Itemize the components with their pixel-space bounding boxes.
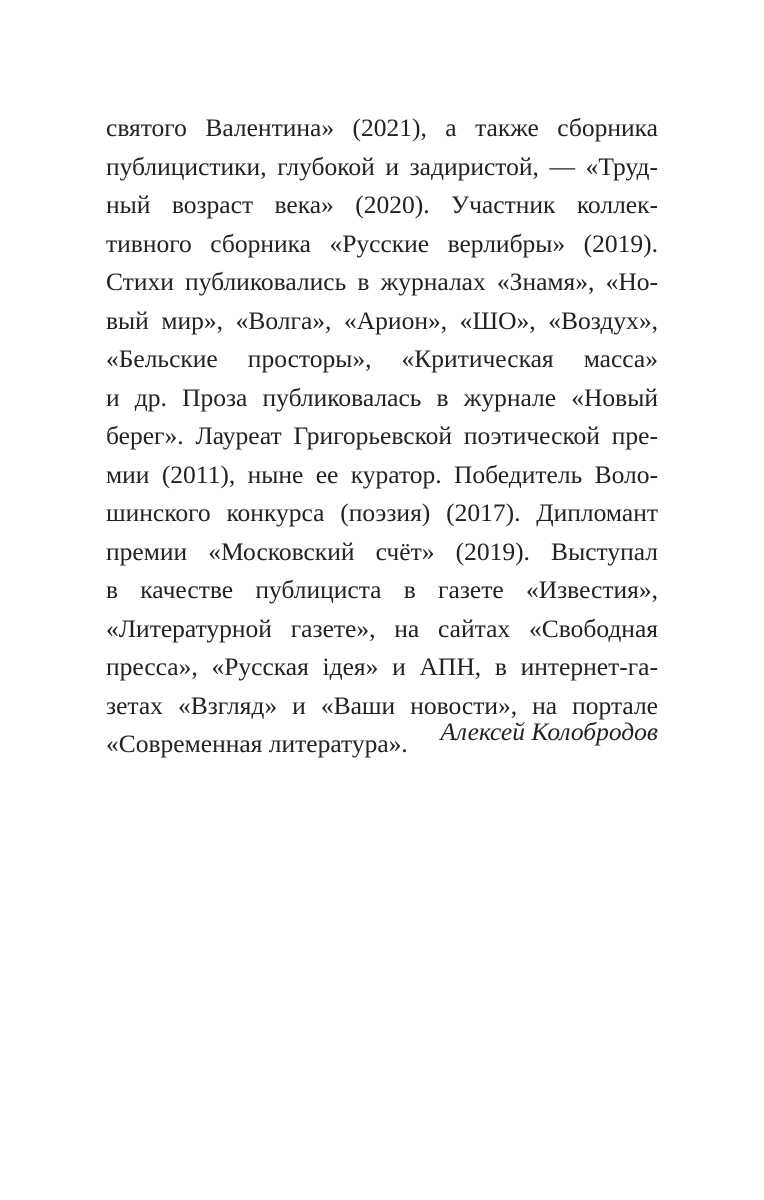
text-line: берег». Лауреат Григорьевской поэтической пре- [106,421,658,450]
text-line: тивного сборника «Русские верлибры» (2019). [106,228,658,258]
bio-paragraph [106,109,658,764]
text-line: Стихи публиковались в журналах «Знамя», «Но- [106,267,658,296]
text-line: шинского конкурса (поэзия) (2017). Дипломант [106,498,658,527]
text-line: публицистики, глубокой и задиристой, — «Труд- [106,151,658,181]
text-line: премии «Московский счёт» (2019). Выступал [106,536,658,566]
text-line: вый мир», «Волга», «Арион», «ШО», «Воздух», [106,305,658,335]
text-line: «Современная литература». [106,729,408,758]
text-line: и др. Проза публиковалась в журнале «Новый [106,382,658,412]
text-line: мии (2011), ныне ее куратор. Победитель Воло- [106,459,658,489]
text-line: зетах «Взгляд» и «Ваши новости», на портале [106,690,658,720]
text-line: «Бельские просторы», «Критическая масса» [106,344,658,373]
text-line: святого Валентина» (2021), а также сборника [106,113,658,142]
author-signature: Алексей Колобродов [440,717,658,746]
text-line: пресса», «Русская iдея» и АПН, в интернет-га- [106,652,658,681]
text-line: «Литературной газете», на сайтах «Свободная [106,613,658,643]
text-line: ный возраст века» (2020). Участник коллек- [106,190,658,219]
text-line: в качестве публициста в газете «Известия», [106,575,658,604]
